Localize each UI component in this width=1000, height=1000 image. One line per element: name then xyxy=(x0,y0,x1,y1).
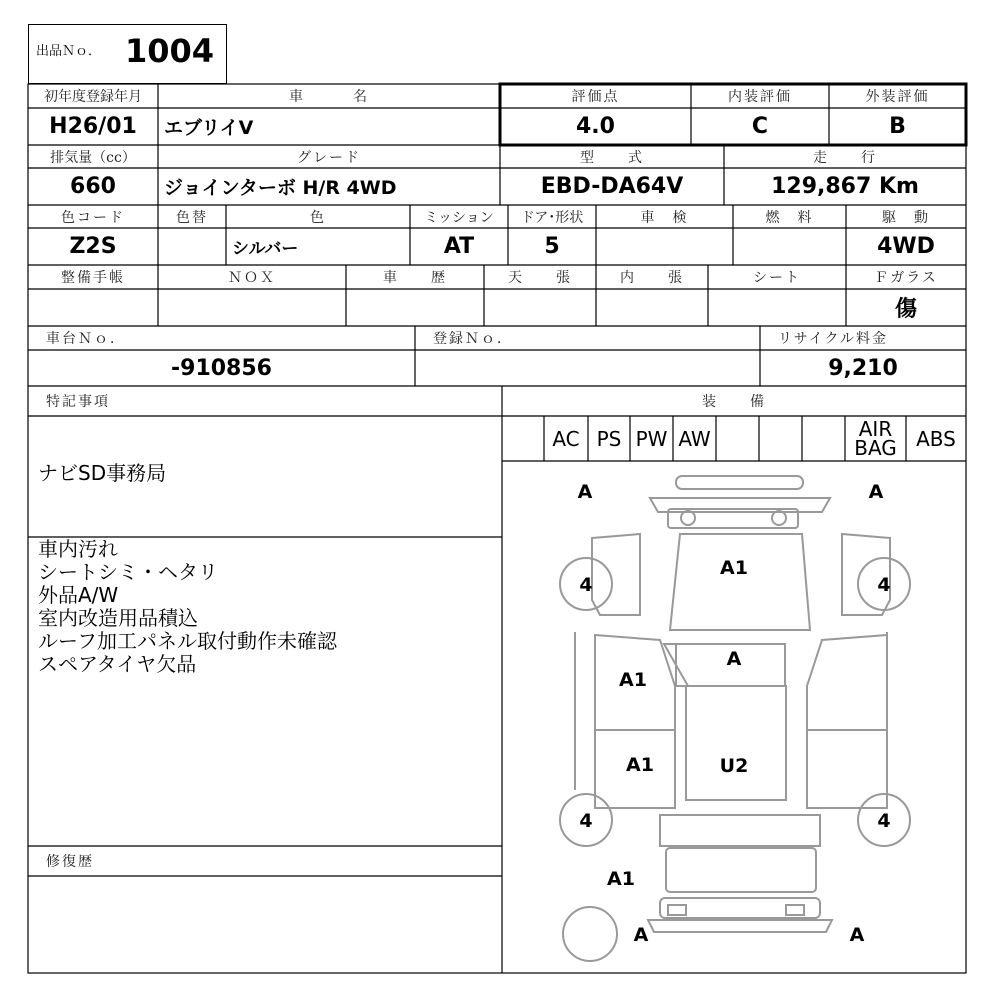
grade-value: ジョインターボ H/R 4WD xyxy=(164,177,397,199)
score-label: 評価点 xyxy=(571,89,620,105)
tire-rear-right: 4 xyxy=(877,810,891,832)
equipment-item-abs: ABS xyxy=(916,426,956,451)
repair-history-label: 修復歴 xyxy=(46,854,94,870)
damage-mark-front-left: A xyxy=(577,481,593,503)
damage-mark-rear-right: A xyxy=(849,924,865,946)
registration-label: 登録Ｎｏ． xyxy=(433,331,513,347)
damage-mark-roof: U2 xyxy=(719,755,749,777)
color-change-value xyxy=(158,228,226,265)
special-notes-label: 特記事項 xyxy=(46,394,110,410)
equipment-item xyxy=(802,416,845,461)
registration-value xyxy=(415,350,760,386)
recycle-label: リサイクル料金 xyxy=(778,331,889,347)
remarks-text: 車内汚れ シートシミ・ヘタリ 外品A/W 室内改造用品積込 ルーフ加工パネル取付動作未確認 スペアタイヤ欠品 xyxy=(38,537,337,676)
mileage-value: 129,867 Km xyxy=(771,174,919,199)
interior-trim-value xyxy=(596,289,708,326)
displacement-value: 660 xyxy=(70,174,116,199)
fuel-value xyxy=(733,228,846,265)
history-value xyxy=(346,289,484,326)
lot-label: 出品Ｎｏ． xyxy=(36,44,102,59)
mileage-label: 走 行 xyxy=(813,149,877,166)
ceiling-label: 天 張 xyxy=(508,270,572,286)
damage-mark-windshield: A xyxy=(726,648,742,670)
doors-value: 5 xyxy=(544,234,560,259)
doors-label: ドア･形状 xyxy=(520,209,584,226)
equipment-item-ac: AC xyxy=(552,426,580,451)
damage-mark-rear-door: A1 xyxy=(626,754,654,776)
damage-mark-hood: A1 xyxy=(720,557,748,579)
nox-value xyxy=(158,289,346,326)
model-value: EBD-DA64V xyxy=(540,174,684,199)
f-glass-value: 傷 xyxy=(894,297,917,322)
history-label: 車 歴 xyxy=(383,270,447,286)
fuel-label: 燃 料 xyxy=(765,209,814,226)
ceiling-value xyxy=(484,289,596,326)
interior-trim-label: 内 張 xyxy=(620,270,684,286)
equipment-item-airbag: AIR BAG xyxy=(854,416,897,460)
color-code-value: Z2S xyxy=(69,234,117,259)
equipment-item-aw: AW xyxy=(678,426,711,451)
grade-label: グレード xyxy=(297,149,361,166)
chassis-label: 車台Ｎｏ． xyxy=(46,331,126,347)
maintenance-label: 整備手帳 xyxy=(61,270,125,286)
damage-mark-front-right: A xyxy=(868,481,884,503)
f-glass-label: Ｆガラス xyxy=(874,270,938,286)
equipment-item-ps: PS xyxy=(596,426,622,451)
chassis-value: -910856 xyxy=(171,355,272,381)
equipment-item-pw: PW xyxy=(635,426,668,451)
drive-label: 駆 動 xyxy=(882,209,930,226)
seat-label: シート xyxy=(753,270,801,286)
transmission-value: AT xyxy=(443,234,475,259)
vehicle-diagram xyxy=(503,462,965,972)
interior-value: C xyxy=(751,114,769,139)
color-label: 色 xyxy=(310,209,326,226)
inspection-value xyxy=(596,228,733,265)
equipment-label: 装 備 xyxy=(702,394,766,410)
first-reg-label: 初年度登録年月 xyxy=(44,89,142,105)
score-value: 4.0 xyxy=(576,114,615,139)
lot-number: 1004 xyxy=(125,32,215,70)
transmission-label: ミッション xyxy=(424,209,494,226)
exterior-value: B xyxy=(889,114,906,139)
seat-value xyxy=(708,289,846,326)
displacement-label: 排気量（cc） xyxy=(50,149,136,166)
car-name-value: エブリイV xyxy=(164,117,254,139)
equipment-item xyxy=(759,416,802,461)
equipment-item xyxy=(502,416,544,461)
damage-mark-front-door: A1 xyxy=(619,669,647,691)
first-reg-value: H26/01 xyxy=(49,114,137,139)
color-change-label: 色替 xyxy=(176,209,208,226)
interior-label: 内装評価 xyxy=(728,89,792,105)
equipment-item xyxy=(716,416,759,461)
special-notes-text: ナビSD事務局 xyxy=(38,461,167,485)
tire-front-left: 4 xyxy=(579,574,593,596)
inspection-label: 車 検 xyxy=(640,209,689,226)
model-label: 型 式 xyxy=(580,149,644,166)
color-value: シルバー xyxy=(232,239,299,259)
exterior-label: 外装評価 xyxy=(865,89,930,105)
nox-label: ＮＯＸ xyxy=(228,270,276,286)
tire-rear-left: 4 xyxy=(579,810,593,832)
car-name-label: 車 名 xyxy=(289,89,369,105)
damage-mark-rear-left: A xyxy=(633,924,649,946)
tire-front-right: 4 xyxy=(877,574,891,596)
drive-value: 4WD xyxy=(877,234,935,259)
color-code-label: 色コード xyxy=(61,209,125,226)
recycle-value: 9,210 xyxy=(828,355,898,381)
maintenance-value xyxy=(28,289,158,326)
damage-mark-rear-quarter: A1 xyxy=(607,868,635,890)
